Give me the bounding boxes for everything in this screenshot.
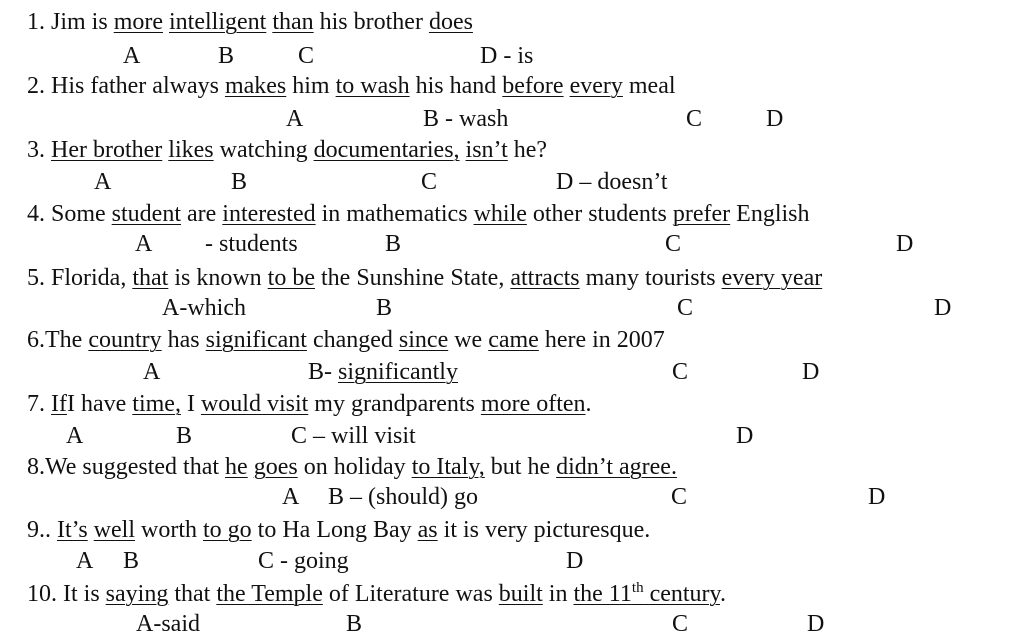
- underlined-option-a: that: [132, 265, 169, 291]
- option-label-a: A: [76, 548, 94, 574]
- underlined-option-a: student: [111, 201, 181, 227]
- option-label-c: C: [671, 484, 688, 510]
- ordinal-suffix: th: [631, 580, 644, 596]
- option-label-d-correction: D – doesn’t: [556, 169, 668, 195]
- option-label-a: A: [143, 359, 161, 385]
- century-word: century: [649, 581, 720, 607]
- underlined-option-b: likes: [168, 137, 214, 163]
- underlined-option-d: [573, 581, 720, 607]
- question-5: [27, 264, 822, 292]
- sentence-text: he?: [513, 137, 548, 163]
- underlined-option-a: Her brother: [51, 137, 163, 163]
- option-label-a-correction: A-which: [162, 295, 246, 321]
- question-number: 4.: [27, 201, 45, 227]
- question-number: 6.: [27, 327, 45, 353]
- sentence-text: .: [719, 581, 726, 607]
- sentence-text: of Literature was: [328, 581, 493, 607]
- underlined-option-d: as: [417, 517, 438, 543]
- sentence-text: .: [585, 391, 592, 417]
- underlined-option-c: while: [473, 201, 527, 227]
- underlined-option-c: documentaries,: [313, 137, 460, 163]
- option-label-b: B: [346, 611, 363, 637]
- option-label-d: D: [868, 484, 886, 510]
- sentence-text: Florida,: [51, 265, 127, 291]
- underlined-option-a: he: [225, 454, 248, 480]
- sentence-text: Some: [51, 201, 106, 227]
- sentence-text: I have: [66, 391, 127, 417]
- option-label-d-correction: D - is: [480, 43, 534, 69]
- option-label-d: D: [807, 611, 825, 637]
- sentence-text: We suggested that: [45, 454, 220, 480]
- underlined-option-b: the Temple: [216, 581, 323, 607]
- option-label-a: A: [286, 106, 304, 132]
- option-label-a-correction: A-said: [136, 611, 200, 637]
- sentence-text: in: [548, 581, 568, 607]
- question-number: 3.: [27, 137, 45, 163]
- sentence-text: worth: [141, 517, 197, 543]
- question-number: 2.: [27, 73, 45, 99]
- question-9: [27, 516, 650, 544]
- underlined-option-b: intelligent: [169, 9, 267, 35]
- question-1: [27, 8, 473, 36]
- option-label-d: D: [566, 548, 584, 574]
- question-7: [27, 390, 592, 418]
- sentence-text: many tourists: [585, 265, 716, 291]
- sentence-text: it is very picturesque.: [443, 517, 651, 543]
- sentence-text: to Ha Long Bay: [257, 517, 412, 543]
- option-label-d: D: [896, 231, 914, 257]
- option-label-b-correction: B - wash: [423, 106, 509, 132]
- question-number: 10.: [27, 581, 57, 607]
- sentence-text: The: [45, 327, 83, 353]
- underlined-option-b: well: [93, 517, 135, 543]
- underlined-option-a: If: [51, 391, 67, 417]
- option-label-d: D: [736, 423, 754, 449]
- underlined-option-c: would visit: [200, 391, 309, 417]
- question-number: 8.: [27, 454, 45, 480]
- sentence-text: we: [454, 327, 483, 353]
- underlined-option-d: isn’t: [465, 137, 508, 163]
- sentence-text: Jim is: [51, 9, 108, 35]
- question-3: [27, 136, 547, 164]
- underlined-option-d: didn’t agree.: [556, 454, 677, 480]
- sentence-text: his brother: [319, 9, 423, 35]
- sentence-text: him: [292, 73, 330, 99]
- underlined-option-c: before: [502, 73, 564, 99]
- underlined-option-c: than: [272, 9, 314, 35]
- sentence-text: His father always: [51, 73, 219, 99]
- option-label-b-correction: B – (should) go: [328, 484, 478, 510]
- underlined-option-a: more: [113, 9, 163, 35]
- option-label-b: B: [376, 295, 393, 321]
- option-label-c: C: [677, 295, 694, 321]
- option-label-c-correction: C - going: [258, 548, 349, 574]
- option-label-a: A: [123, 43, 141, 69]
- correction-word: significantly: [338, 359, 458, 385]
- option-label-c: C: [686, 106, 703, 132]
- option-label-b: B: [176, 423, 193, 449]
- sentence-text: in mathematics: [321, 201, 468, 227]
- question-number: 5.: [27, 265, 45, 291]
- sentence-text: other students: [532, 201, 667, 227]
- option-label-d: D: [802, 359, 820, 385]
- sentence-text: has: [167, 327, 200, 353]
- question-10: [27, 580, 726, 608]
- underlined-option-b: significant: [205, 327, 307, 353]
- sentence-text: his hand: [415, 73, 497, 99]
- option-label-d: D: [766, 106, 784, 132]
- underlined-option-b: to wash: [335, 73, 410, 99]
- question-4: [27, 200, 810, 228]
- option-label-a: A: [282, 484, 300, 510]
- underlined-option-c: since: [398, 327, 449, 353]
- underlined-option-b: time,: [132, 391, 181, 417]
- underlined-option-a: It’s: [57, 517, 88, 543]
- option-label-b: B: [123, 548, 140, 574]
- option-label-a: A: [66, 423, 84, 449]
- question-2: [27, 72, 676, 100]
- question-number: 1.: [27, 9, 45, 35]
- underlined-option-c: built: [498, 581, 543, 607]
- option-label-c: C: [665, 231, 682, 257]
- sentence-text: are: [187, 201, 217, 227]
- question-6: [27, 326, 665, 354]
- sentence-text: meal: [628, 73, 676, 99]
- option-label-c: C: [672, 611, 689, 637]
- underlined-option-a: saying: [105, 581, 169, 607]
- sentence-text: watching: [219, 137, 308, 163]
- option-label-b: B: [218, 43, 235, 69]
- sentence-text: changed: [312, 327, 393, 353]
- underlined-option-d: does: [428, 9, 473, 35]
- option-label-d: D: [934, 295, 952, 321]
- sentence-text: English: [736, 201, 810, 227]
- sentence-text: that: [174, 581, 211, 607]
- option-a-correction: - students: [205, 231, 298, 257]
- sentence-text: but he: [490, 454, 551, 480]
- underlined-option-d: every: [569, 73, 623, 99]
- underlined-option-a: makes: [224, 73, 287, 99]
- option-label-c: C: [298, 43, 315, 69]
- underlined-option-b: to be: [267, 265, 315, 291]
- underlined-option-c: to Italy,: [411, 454, 485, 480]
- sentence-text: the Sunshine State,: [321, 265, 505, 291]
- option-label-b: B: [385, 231, 402, 257]
- sentence-text: is known: [174, 265, 262, 291]
- sentence-text: my grandparents: [314, 391, 475, 417]
- century-number: the 11: [573, 581, 632, 607]
- option-label-b: B: [231, 169, 248, 195]
- underlined-option-b: goes: [253, 454, 298, 480]
- sentence-text: It is: [63, 581, 100, 607]
- underlined-option-c: attracts: [510, 265, 580, 291]
- option-label-c: C: [672, 359, 689, 385]
- underlined-option-d: every year: [721, 265, 823, 291]
- option-label-c-correction: C – will visit: [291, 423, 416, 449]
- sentence-text: on holiday: [303, 454, 406, 480]
- sentence-text: I: [186, 391, 195, 417]
- sentence-text: here in 2007: [544, 327, 665, 353]
- option-label-c: C: [421, 169, 438, 195]
- option-label-a: A: [94, 169, 112, 195]
- question-number: 9..: [27, 517, 51, 543]
- option-label-a: A: [135, 231, 153, 257]
- underlined-option-d: more often: [480, 391, 586, 417]
- option-label-b-correction: [308, 358, 458, 386]
- underlined-option-d: prefer: [672, 201, 731, 227]
- underlined-option-d: came: [488, 327, 539, 353]
- question-number: 7.: [27, 391, 45, 417]
- question-8: [27, 453, 677, 481]
- underlined-option-c: to go: [203, 517, 252, 543]
- option-label-b: B-: [308, 359, 332, 385]
- underlined-option-a: country: [88, 327, 162, 353]
- underlined-option-b: interested: [222, 201, 316, 227]
